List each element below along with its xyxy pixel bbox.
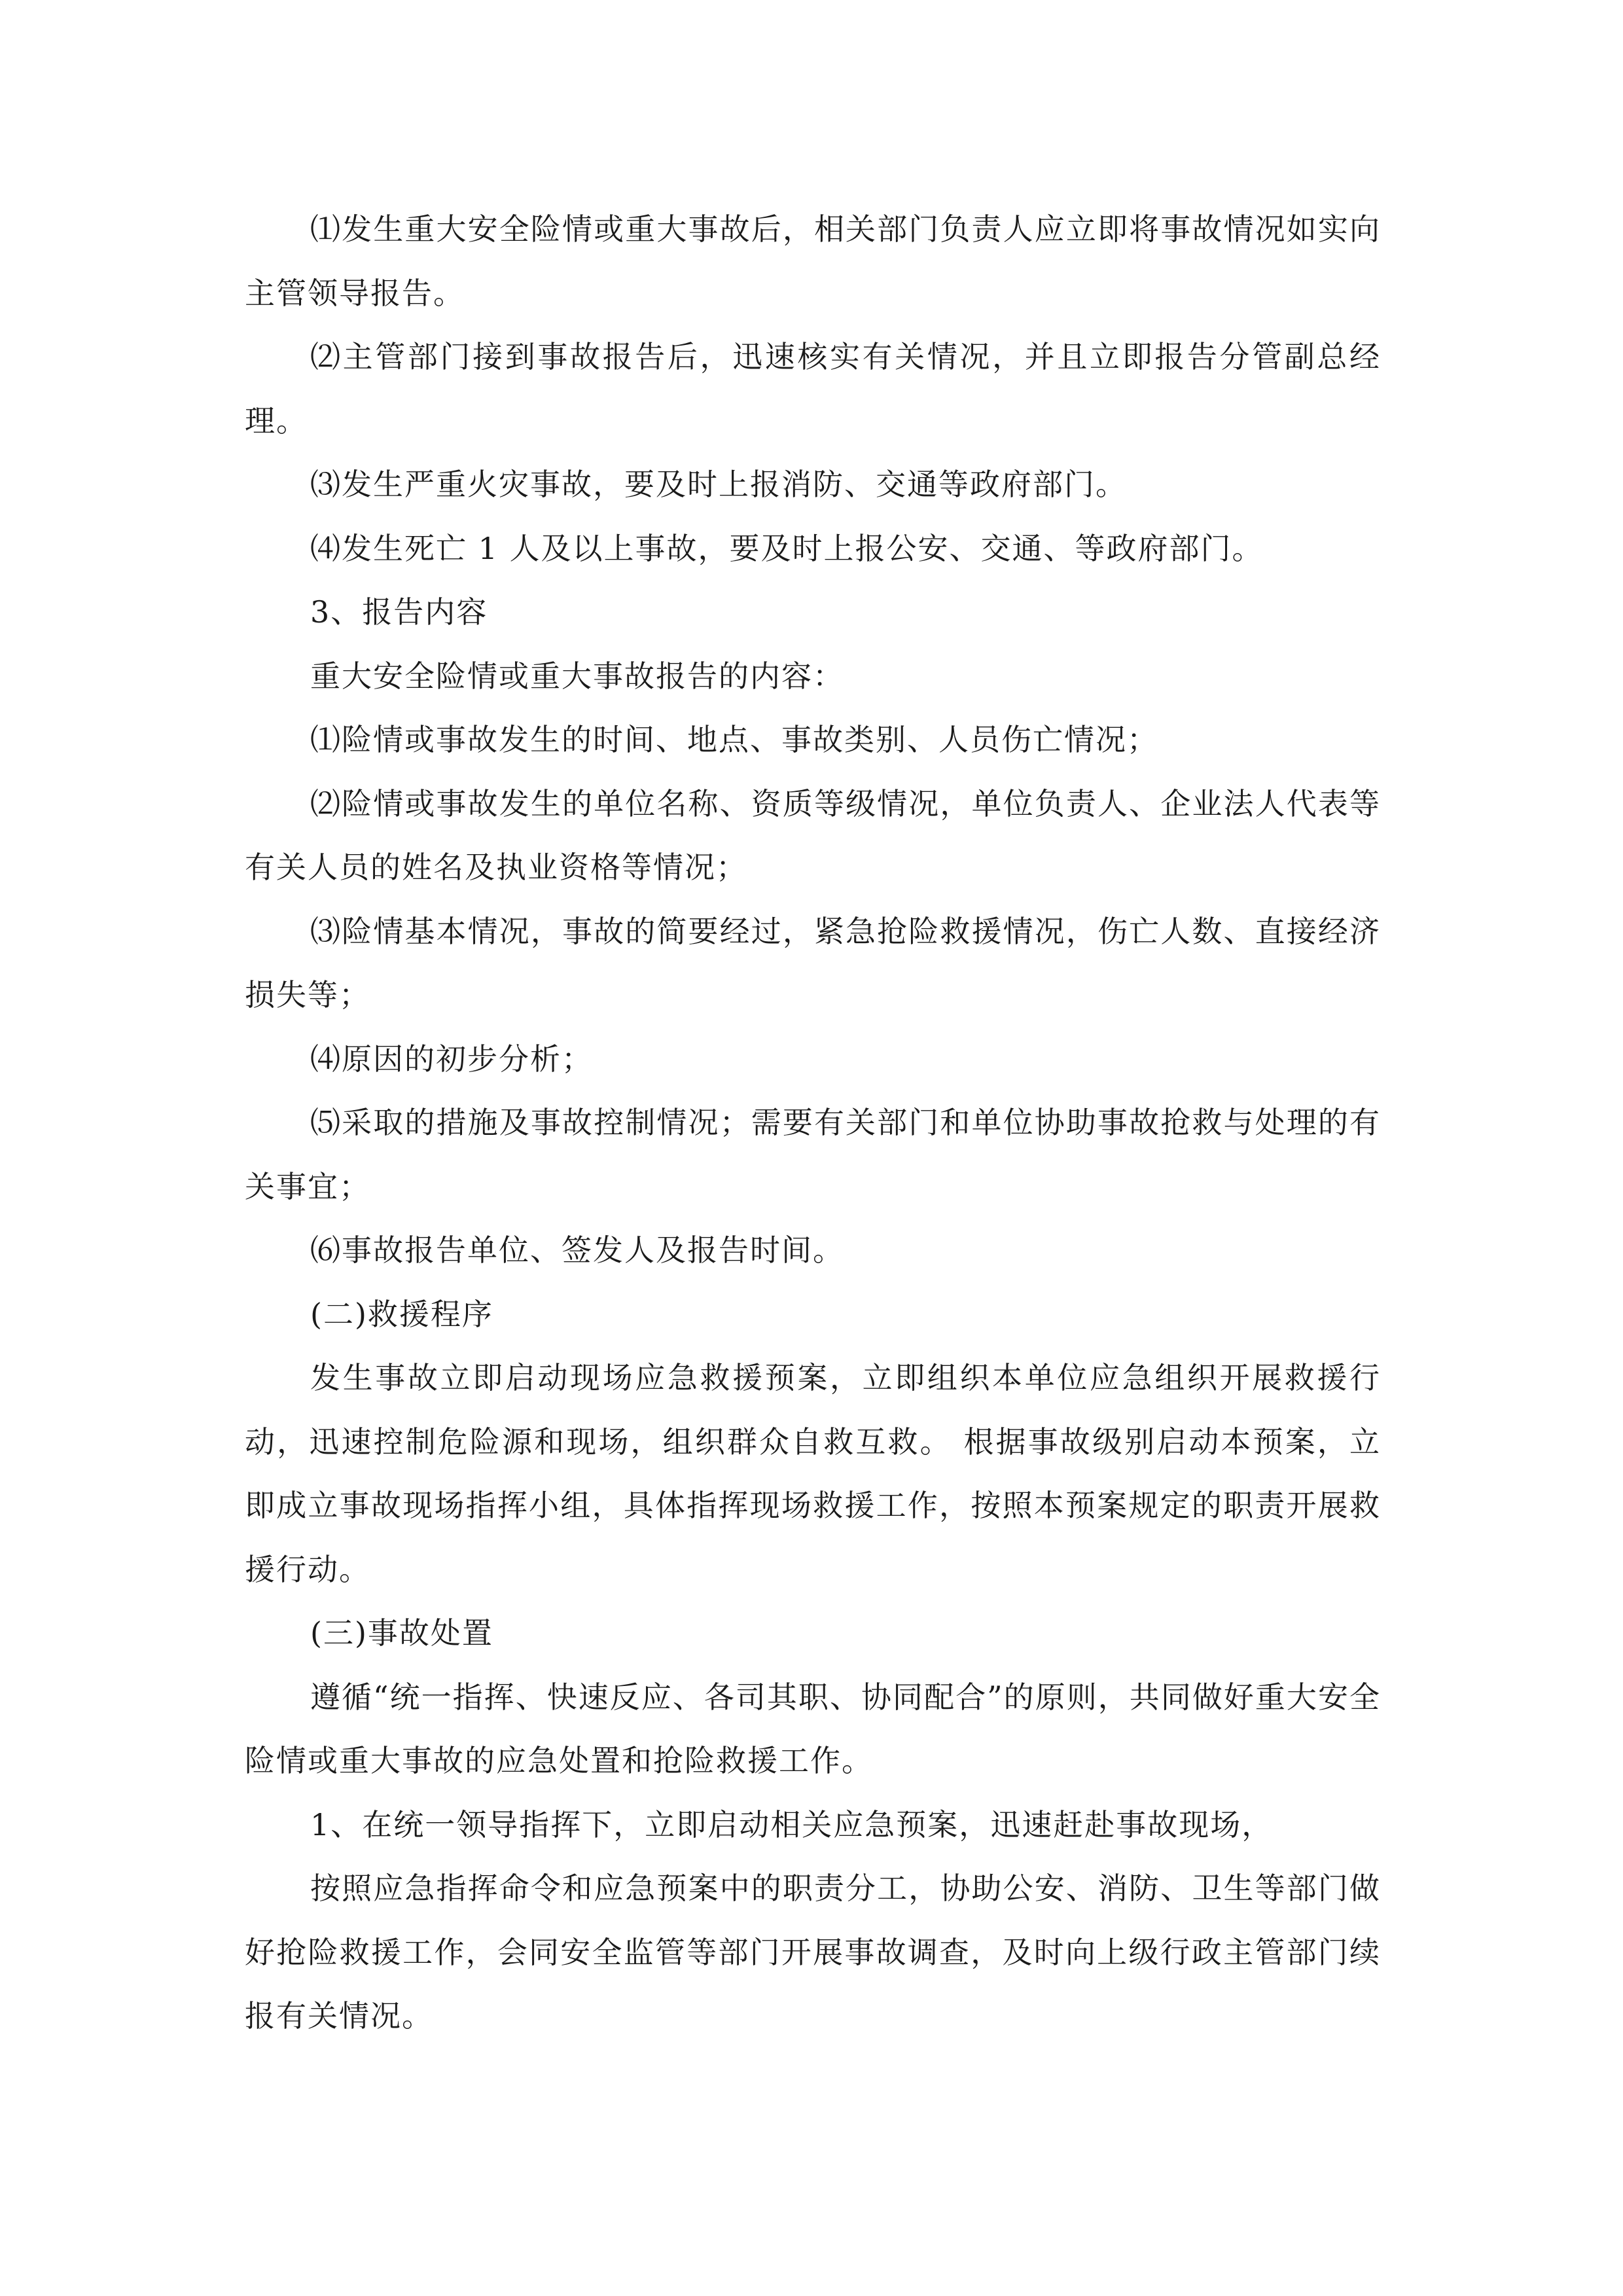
- paragraph-rescue-procedure: 发生事故立即启动现场应急救援预案，立即组织本单位应急组织开展救援行动，迅速控制危险源和现场，组织群众自救互救。 根据事故级别启动本预案，立即成立事故现场指挥小组，具体指挥现场救援工作，按照本预案规定的职责开展救援行动。: [245, 1360, 1381, 1587]
- paragraph-content-item-2: ⑵险情或事故发生的单位名称、资质等级情况，单位负责人、企业法人代表等有关人员的姓名及执业资格等情况；: [245, 785, 1381, 885]
- paragraph-content-item-3: ⑶险情基本情况，事故的简要经过，紧急抢险救援情况，伤亡人数、直接经济损失等；: [245, 913, 1381, 1013]
- paragraph-handling-principle: 遵循“统一指挥、快速反应、各司其职、协同配合”的原则，共同做好重大安全险情或重大事故的应急处置和抢险救援工作。: [245, 1679, 1381, 1778]
- paragraph-handling-item-1: 1、在统一领导指挥下，立即启动相关应急预案，迅速赶赴事故现场，: [310, 1806, 1274, 1842]
- paragraph-content-item-1: ⑴险情或事故发生的时间、地点、事故类别、人员伤亡情况；: [310, 722, 1158, 757]
- paragraph-report-2: ⑵主管部门接到事故报告后，迅速核实有关情况，并且立即报告分管副总经理。: [245, 339, 1381, 439]
- paragraph-content-item-5: ⑸采取的措施及事故控制情况；需要有关部门和单位协助事故抢救与处理的有关事宜；: [245, 1105, 1381, 1204]
- paragraph-content-item-6: ⑹事故报告单位、签发人及报告时间。: [310, 1232, 844, 1268]
- paragraph-report-content-intro: 重大安全险情或重大事故报告的内容：: [310, 658, 844, 694]
- document-body: [245, 198, 1381, 2049]
- paragraph-content-item-4: ⑷原因的初步分析；: [310, 1041, 593, 1077]
- paragraph-report-3: ⑶发生严重火灾事故，要及时上报消防、交通等政府部门。: [310, 467, 1127, 502]
- section-heading-accident-handling: (三)事故处置: [310, 1615, 493, 1651]
- section-heading-report-content: 3、报告内容: [310, 594, 488, 630]
- paragraph-report-4: ⑷发生死亡 1 人及以上事故，要及时上报公安、交通、等政府部门。: [310, 530, 1264, 566]
- section-heading-rescue-procedure: (二)救援程序: [310, 1296, 493, 1332]
- paragraph-report-1: ⑴发生重大安全险情或重大事故后，相关部门负责人应立即将事故情况如实向主管领导报告。: [245, 211, 1381, 311]
- paragraph-handling-detail: 按照应急指挥命令和应急预案中的职责分工，协助公安、消防、卫生等部门做好抢险救援工作，会同安全监管等部门开展事故调查，及时向上级行政主管部门续报有关情况。: [245, 1871, 1381, 2034]
